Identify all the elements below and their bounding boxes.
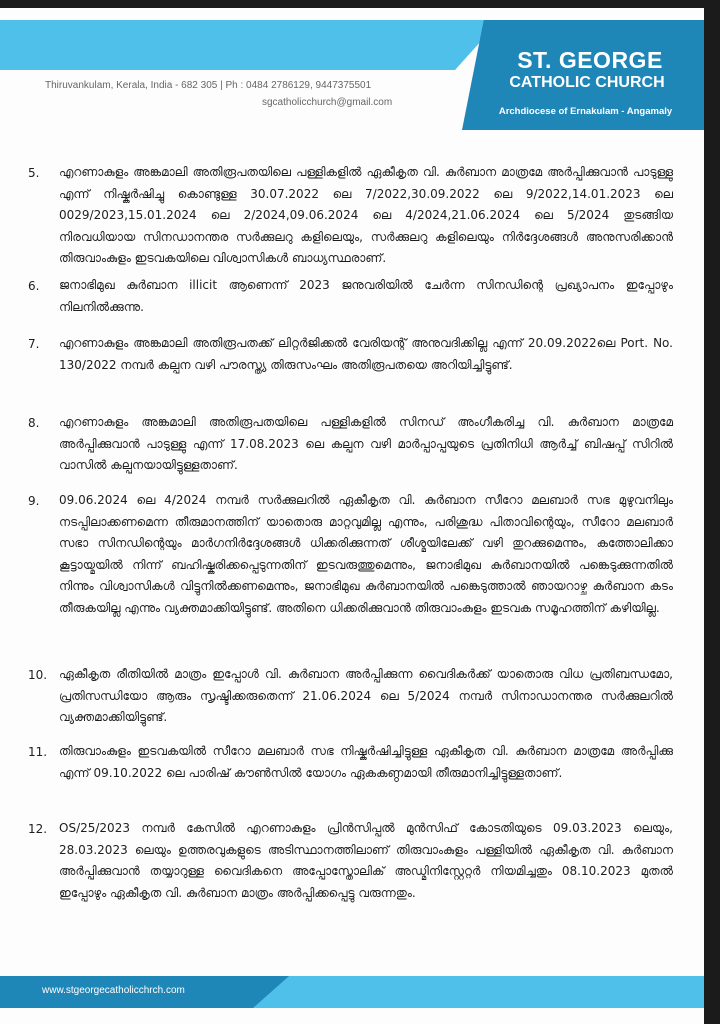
church-name: ST. GEORGE: [517, 47, 663, 73]
item-number: 5.: [28, 166, 40, 180]
address-line: Thiruvankulam, Kerala, India - 682 305 | Ph : 0484 2786129, 9447375501: [45, 80, 372, 91]
item-text: എറണാകുളം അങ്കമാലി അതിരൂപതയിലെ പള്ളികളിൽ സിനഡ് അംഗീകരിച്ച വി. കുർബാന മാത്രമേ അർപ്പിക്കുവാൻ പാടുള്ളു എന്ന് 17.08.2023 ലെ കല്പന വഴി മാർപ്പാപ്പയുടെ പ്രതിനിധി ആർച്ച് ബിഷപ്പ് സിറിൽ വാസിൽ കല്പനയായിട്ടുള്ളതാണ്.: [59, 415, 673, 472]
letterhead-page: [0, 8, 704, 1024]
footer-website-link[interactable]: www.stgeorgecatholicchrch.com: [42, 985, 185, 996]
item-number: 6.: [28, 279, 40, 293]
item-number: 8.: [28, 416, 40, 430]
email-line: sgcatholicchurch@gmail.com: [262, 97, 393, 108]
item-text: 09.06.2024 ലെ 4/2024 നമ്പർ സർക്കുലറിൽ ഏകീകൃത വി. കുർബാന സീറോ മലബാർ സഭ മുഴുവനിലും നടപ്പിലാക്കണമെന്ന തീരുമാനത്തിന് യാതൊരു മാറ്റവുമില്ല എന്നും, പരിശുദ്ധ പിതാവിന്റെയും, സീറോ മലബാർ സഭാ സിനഡിന്റെയും മാർഗനിർദ്ദേശങ്ങൾ ധിക്കരിക്കുന്നത് ശീശ്മയിലേക്ക് വഴി തുറക്കുമെന്നും, കത്തോലിക്കാ കൂട്ടായ്മയിൽ നിന്ന് ബഹിഷ്കരിക്കപ്പെടുന്നതിന് ഇടവരുത്തുമെന്നും, ജനാഭിമുഖ കുർബാനയിൽ പങ്കെടുക്കുന്നതിൽ നിന്നും വിശ്വാസികൾ വിട്ടുനിൽക്കണമെന്നും, ജനാഭിമുഖ കുർബാനയിൽ പങ്കെടുത്താൽ ഞായറാഴ്ച കുർബാന കടം തീരുകയില്ല എന്നും വ്യക്തമാക്കിയിട്ടുണ്ട്. അതിനെ ധിക്കരിക്കുവാൻ തിരുവാംകുളം ഇടവക സമൂഹത്തിന് കഴിയില്ല.: [59, 493, 673, 615]
item-text: തിരുവാംകുളം ഇടവകയിൽ സീറോ മലബാർ സഭ നിഷ്കർഷിച്ചിട്ടുള്ള ഏകീകൃത വി. കുർബാന മാത്രമേ അർപ്പിക്കു എന്ന് 09.10.2022 ലെ പാരിഷ് കൗൺസിൽ യോഗം ഏകകണ്ഠമായി തീരുമാനിച്ചിട്ടുള്ളതാണ്.: [59, 744, 673, 780]
item-text: എറണാകുളം അങ്കമാലി അതിരൂപതയിലെ പള്ളികളിൽ ഏകീകൃത വി. കുർബാന മാത്രമേ അർപ്പിക്കുവാൻ പാടുള്ളു എന്ന് നിഷ്കർഷിച്ചു കൊണ്ടുള്ള 30.07.2022 ലെ 7/2022,30.09.2022 ലെ 9/2022,14.01.2023 ലെ 0029/2023,15.01.2024 ലെ 2/2024,09.06.2024 ലെ 4/2024,21.06.2024 ലെ 5/2024 തുടങ്ങിയ നിരവധിയായ സിനഡാനന്തര സർക്കുലറു കളിലെയും, സർക്കുലറു കളിലെയും നിർദ്ദേശങ്ങൾ അനുസരിക്കാൻ തിരുവാംകുളം ഇടവകയിലെ വിശ്വാസികൾ ബാധ്യസ്ഥരാണ്.: [59, 165, 673, 265]
item-text: ഏകീകൃത രീതിയിൽ മാത്രം ഇപ്പോൾ വി. കുർബാന അർപ്പിക്കുന്ന വൈദികർക്ക് യാതൊരു വിധ പ്രതിബന്ധമോ, പ്രതിസന്ധിയോ ആരും സൃഷ്ടിക്കരുതെന്ന് 21.06.2024 ലെ 5/2024 നമ്പർ സിനാഡാനന്തര സർക്കുലറിൽ വ്യക്തമാക്കിയിട്ടുണ്ട്.: [59, 667, 673, 724]
item-number: 7.: [28, 337, 40, 351]
item-text: എറണാകുളം അങ്കമാലി അതിരൂപതക്ക് ലിറ്റർജിക്കൽ വേരിയന്റ് അനുവദിക്കില്ല എന്ന് 20.09.2022ലെ Port. No. 130/2022 നമ്പർ കല്പന വഴി പൗരസ്ത്യ തിരുസംഘം അതിരൂപതയെ അറിയിച്ചിട്ടുണ്ട്.: [59, 336, 673, 372]
archdiocese-label: Archdiocese of Ernakulam - Angamaly: [498, 106, 673, 117]
item-number: 12.: [28, 822, 48, 836]
item-text: ജനാഭിമുഖ കുർബാന illicit ആണെന്ന് 2023 ജനുവരിയിൽ ചേർന്ന സിനഡിന്റെ പ്രഖ്യാപനം ഇപ്പോഴും നിലനിൽക്കുന്നു.: [59, 278, 673, 314]
item-number: 11.: [28, 745, 48, 759]
item-number: 9.: [28, 494, 40, 508]
item-text: OS/25/2023 നമ്പർ കേസിൽ എറണാകുളം പ്രിൻസിപ്പൽ മുൻസിഫ് കോടതിയുടെ 09.03.2023 ലെയും, 28.03.2023 ലെയും ഉത്തരവുകളുടെ അടിസ്ഥാനത്തിലാണ് തിരുവാംകുളം പള്ളിയിൽ ഏകീകൃത വി. കുർബാന അർപ്പിക്കുവാൻ തയ്യാറുള്ള വൈദികനെ അപ്പോസ്തോലിക് അഡ്മിനിസ്റ്റേറ്റർ നിയമിച്ചതും 08.10.2023 മുതൽ ഇപ്പോഴും ഏകീകൃത വി. കുർബാന മാത്രം അർപ്പിക്കപ്പെട്ടു വരുന്നതും.: [59, 821, 673, 900]
footer-band-light: [253, 976, 704, 1008]
header-band-light: [0, 20, 500, 70]
church-subtitle: CATHOLIC CHURCH: [509, 74, 665, 91]
item-number: 10.: [28, 668, 48, 682]
